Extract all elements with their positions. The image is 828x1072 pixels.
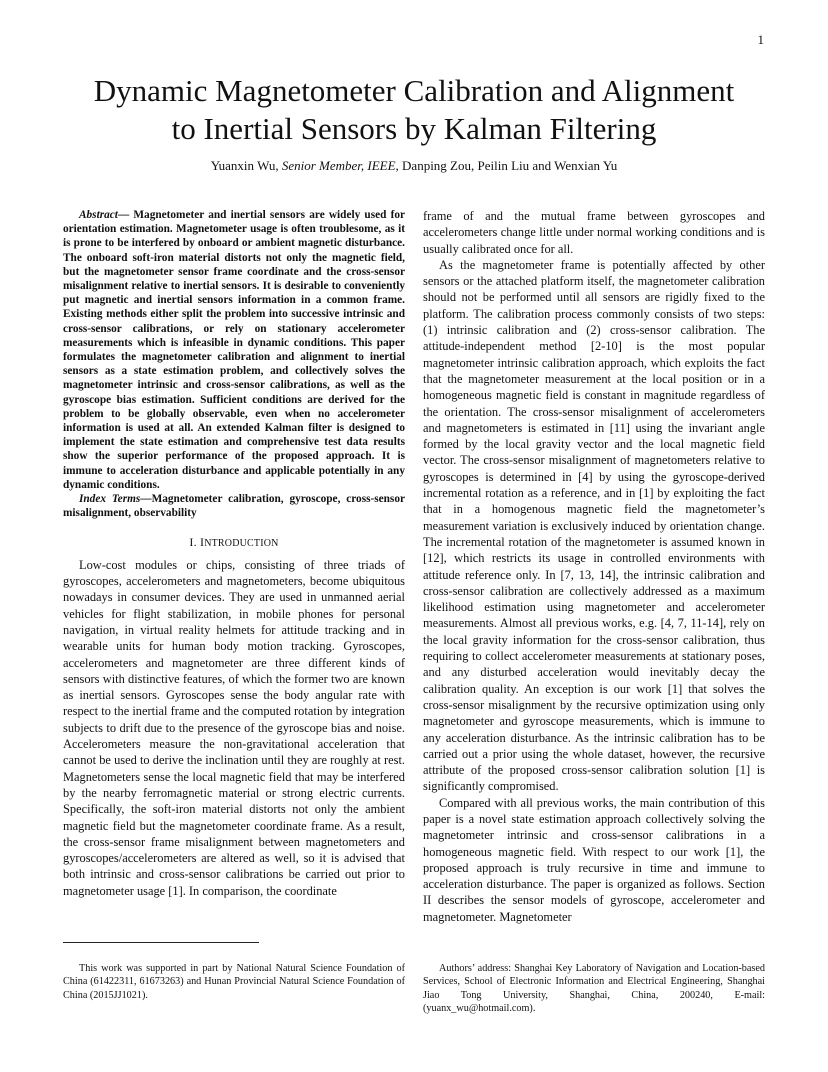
author-first: Yuanxin Wu, bbox=[210, 158, 282, 173]
abstract-label: Abstract bbox=[79, 209, 118, 221]
author-affiliation: Senior Member, IEEE bbox=[281, 158, 396, 173]
left-column bbox=[63, 208, 405, 899]
intro-paragraph-1: Low-cost modules or chips, consisting of three triads of gyroscopes, accelerometers and magnetometers, become ubiquitous nowadays in consumer devices. They are used in unmanned aerial vehicles for flight stabilization, in mobile phones for personal navigation, in virtual reality helmets for attitude tracking and in wearable units for human body motion tracking. Gyroscopes, accelerometers and magnetometer are three different kinds of sensors with distinctive features, of which the former two are known as inertial sensors. Gyroscopes sense the body angular rate with respect to the inertial frame and the computed rotation by integration subjects to drift due to the presence of the gyroscope bias and noise. Accelerometers measure the non-gravitational acceleration that cannot be used to derive the inclination until they are roughly at rest. Magnetometers sense the local magnetic field that may be interfered by the nearby ferromagnetic material or strong electric currents. Specifically, the soft-iron material distorts not only the ambient magnetic field but the magnetometer coordinate frame. As a result, the cross-sensor frame misalignment between magnetometers and gyroscopes/accelerometers are altered as well, so it is advised that both intrinsic and cross-sensor calibrations be carried out prior to magnetometer usage [1]. In comparison, the coordinate bbox=[63, 557, 405, 898]
section-title-rest: NTRODUCTION bbox=[204, 538, 279, 550]
section-heading-introduction bbox=[63, 534, 405, 552]
index-terms-dash: — bbox=[140, 493, 152, 506]
right-paragraph-2: Compared with all previous works, the main contribution of this paper is a novel state estimation approach collectively solving the magnetometer intrinsic and cross-sensor calibrations in a homogeneous magnetic field. With respect to our work [1], the proposed approach is truly recursive in time and immune to acceleration disturbance. The paper is organized as follows. Section II describes the sensor models of gyroscope, accelerometer and magnetometer. Magnetometer bbox=[423, 795, 765, 924]
author-list bbox=[60, 158, 768, 174]
section-number: I. bbox=[189, 535, 200, 550]
index-terms bbox=[63, 492, 405, 520]
abstract bbox=[63, 208, 405, 492]
section-initial: I bbox=[199, 535, 205, 550]
author-rest: , Danping Zou, Peilin Liu and Wenxian Yu bbox=[395, 158, 618, 173]
footnote-divider bbox=[63, 942, 259, 943]
paper-title bbox=[60, 72, 768, 148]
title-line-2: to Inertial Sensors by Kalman Filtering bbox=[171, 111, 657, 146]
page-number: 1 bbox=[757, 32, 764, 47]
right-column bbox=[423, 208, 765, 925]
index-terms-label: Index Terms bbox=[79, 493, 141, 506]
right-paragraph-1: As the magnetometer frame is potentially affected by other sensors or the attached platform itself, the magnetometer calibration should not be performed until all sensors are rigidly fixed to the platform. The calibration process commonly consists of two steps: (1) intrinsic calibration and (2) cross-sensor calibration. The attitude-independent method [2-10] is the most popular magnetometer intrinsic calibration approach, which exploits the fact that the magnetometer measurement at the local position or in a homogeneous magnetic field is constant in magnitude regardless of the orientation. The cross-sensor misalignment of accelerometers and magnetometers is estimated in [11] using the invariant angle formed by the local gravity vector and the local magnetic field vector. The cross-sensor misalignment of magnetometers relative to gyroscopes is determined in [4] by using the gyroscope-derived incremental rotation as a reference, and in [1] by exploiting the fact that in a homogenous magnetic field the magnetometer’s measurement variation is exclusively induced by orientation change. The incremental rotation of the magnetometer is assumed known in [12], which restricts its usage in controlled environments with attitude reference only. In [7, 13, 14], the intrinsic calibration and cross-sensor calibration are collectively addressed as a maximum likelihood estimation using magnetometer and accelerometer measurements. Almost all previous works, e.g. [4, 7, 11-14], rely on the local gravity information for the cross-sensor calibration, thus requiring to collect accelerometer measurements at stationary poses, and any disturbed acceleration would inevitably decay the calibration quality. An exception is our work [1] that solves the cross-sensor misalignment by the recursive optimization using only magnetometer and gyroscope measurements, which is immune to any acceleration disturbance. As the intrinsic calibration has to be carried out a prior using the whole dataset, however, the recursive attribute of the proposed cross-sensor calibration solution [1] is significantly compromised. bbox=[423, 257, 765, 794]
index-terms-text: Magnetometer calibration, gyroscope, cross-sensor misalignment, observability bbox=[63, 493, 405, 520]
right-paragraph-0: frame of and the mutual frame between gyroscopes and accelerometers change little under normal working conditions and is usually calibrated once for all. bbox=[423, 209, 765, 256]
abstract-text: Magnetometer and inertial sensors are widely used for orientation estimation. Magnetometer usage is often troublesome, as it is prone to be interfered by onboard or ambient magnetic disturbance. The onboard soft-iron material distorts not only the magnetic field, but the magnetometer sensor frame coordinate and the cross-sensor misalignment relative to inertial sensors. It is desirable to conveniently put magnetic and inertial sensors information in a common frame. Existing methods either split the problem into successive intrinsic and cross-sensor calibrations, or rely on stationary accelerometer measurements which is infeasible in dynamic conditions. This paper formulates the magnetometer calibration and alignment to inertial sensors as a state estimation problem, and collectively solves the magnetometer intrinsic and cross-sensor calibrations, as well as the gyroscope bias estimation. Sufficient conditions are derived for the problem to be globally observable, even when no accelerometer information is used at all. An extended Kalman filter is designed to implement the state estimation and comprehensive test data results show the superior performance of the proposed approach. It is immune to acceleration disturbance and applicable potentially in any dynamic conditions. bbox=[63, 209, 405, 491]
title-line-1: Dynamic Magnetometer Calibration and Alignment bbox=[93, 73, 735, 108]
address-footnote: Authors’ address: Shanghai Key Laboratory of Navigation and Location-based Services, School of Electronic Information and Electrical Engineering, Shanghai Jiao Tong University, Shanghai, China, 200240, E-mail: (yuanx_wu@hotmail.com). bbox=[423, 963, 765, 1014]
funding-footnote: This work was supported in part by National Natural Science Foundation of China (61422311, 61673263) and Hunan Provincial Natural Science Foundation of China (2015JJ1021). bbox=[63, 963, 405, 1001]
abstract-dash: — bbox=[117, 209, 134, 221]
